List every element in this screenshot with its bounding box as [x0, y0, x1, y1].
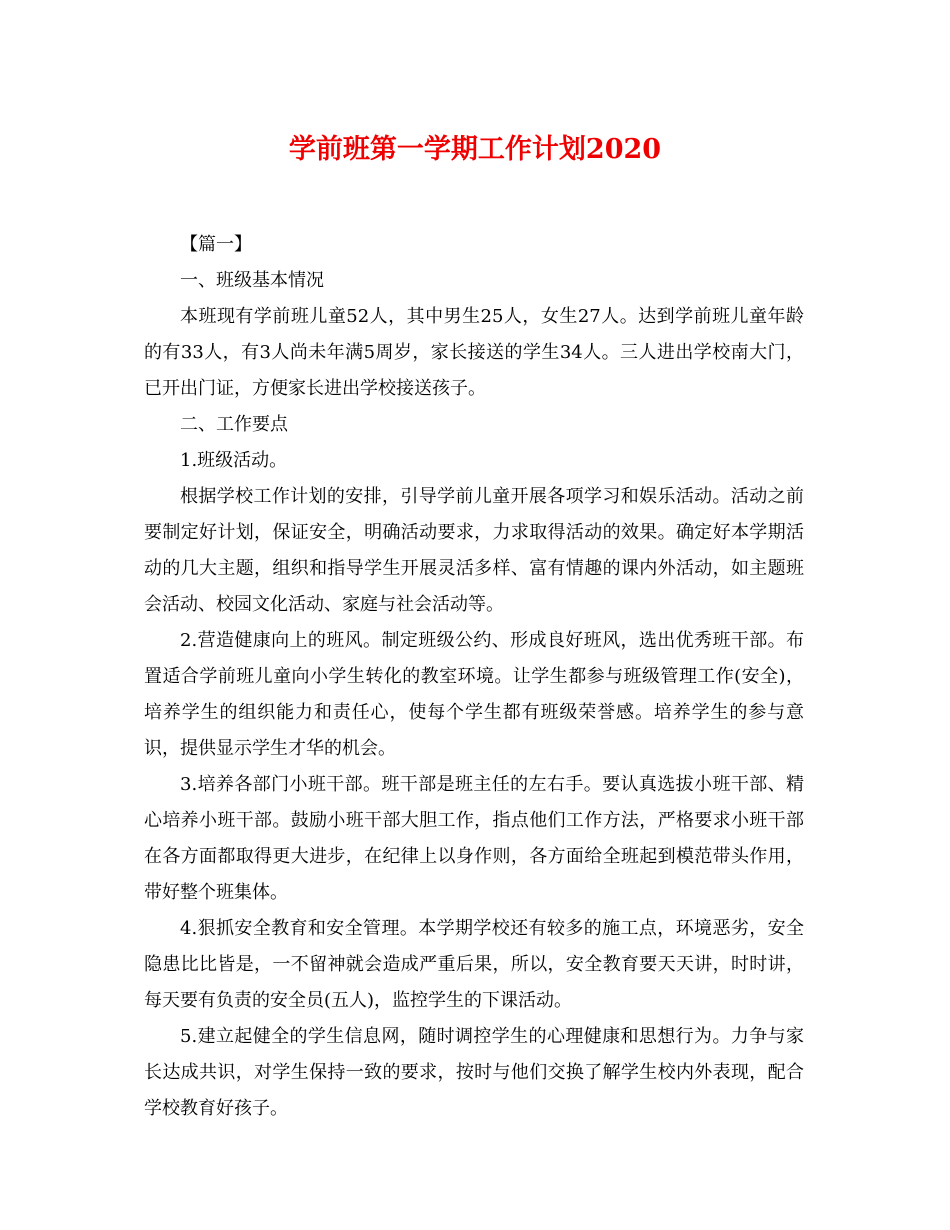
paragraph-class-spirit: 2.营造健康向上的班风。制定班级公约、形成良好班风，选出优秀班干部。布置适合学前班儿童向小学生转化的教室环境。让学生都参与班级管理工作(安全)，培养学生的组织能力和责任心，使每个学生都有班级荣誉感。培养学生的参与意识，提供显示学生才华的机会。	[144, 630, 804, 759]
paragraph-safety-education: 4.狠抓安全教育和安全管理。本学期学校还有较多的施工点，环境恶劣，安全隐患比比皆是，一不留神就会造成严重后果，所以，安全教育要天天讲，时时讲，每天要有负责的安全员(五人)，监控学生的下课活动。	[144, 918, 804, 1011]
section-heading-basic-info: 一、班级基本情况	[180, 270, 324, 291]
paragraph-basic-info: 本班现有学前班儿童52人，其中男生25人，女生27人。达到学前班儿童年龄的有33人，有3人尚未年满5周岁，家长接送的学生34人。三人进出学校南大门，已开出门证，方便家长进出学校接送孩子。	[144, 306, 804, 399]
document-title: 学前班第一学期工作计划2020	[288, 134, 662, 165]
section-marker: 【篇一】	[180, 234, 252, 255]
document-body	[144, 227, 804, 1127]
item-heading-class-activities: 1.班级活动。	[180, 450, 288, 471]
paragraph-class-activities: 根据学校工作计划的安排，引导学前儿童开展各项学习和娱乐活动。活动之前要制定好计划，保证安全，明确活动要求，力求取得活动的效果。确定好本学期活动的几大主题，组织和指导学生开展灵活多样、富有情趣的课内外活动，如主题班会活动、校园文化活动、家庭与社会活动等。	[144, 486, 804, 615]
paragraph-student-info-network: 5.建立起健全的学生信息网，随时调控学生的心理健康和思想行为。力争与家长达成共识，对学生保持一致的要求，按时与他们交换了解学生校内外表现，配合学校教育好孩子。	[144, 1026, 804, 1119]
paragraph-class-cadres: 3.培养各部门小班干部。班干部是班主任的左右手。要认真选拔小班干部、精心培养小班干部。鼓励小班干部大胆工作，指点他们工作方法，严格要求小班干部在各方面都取得更大进步，在纪律上以身作则，各方面给全班起到模范带头作用，带好整个班集体。	[144, 774, 804, 903]
section-heading-work-points: 二、工作要点	[180, 414, 288, 435]
